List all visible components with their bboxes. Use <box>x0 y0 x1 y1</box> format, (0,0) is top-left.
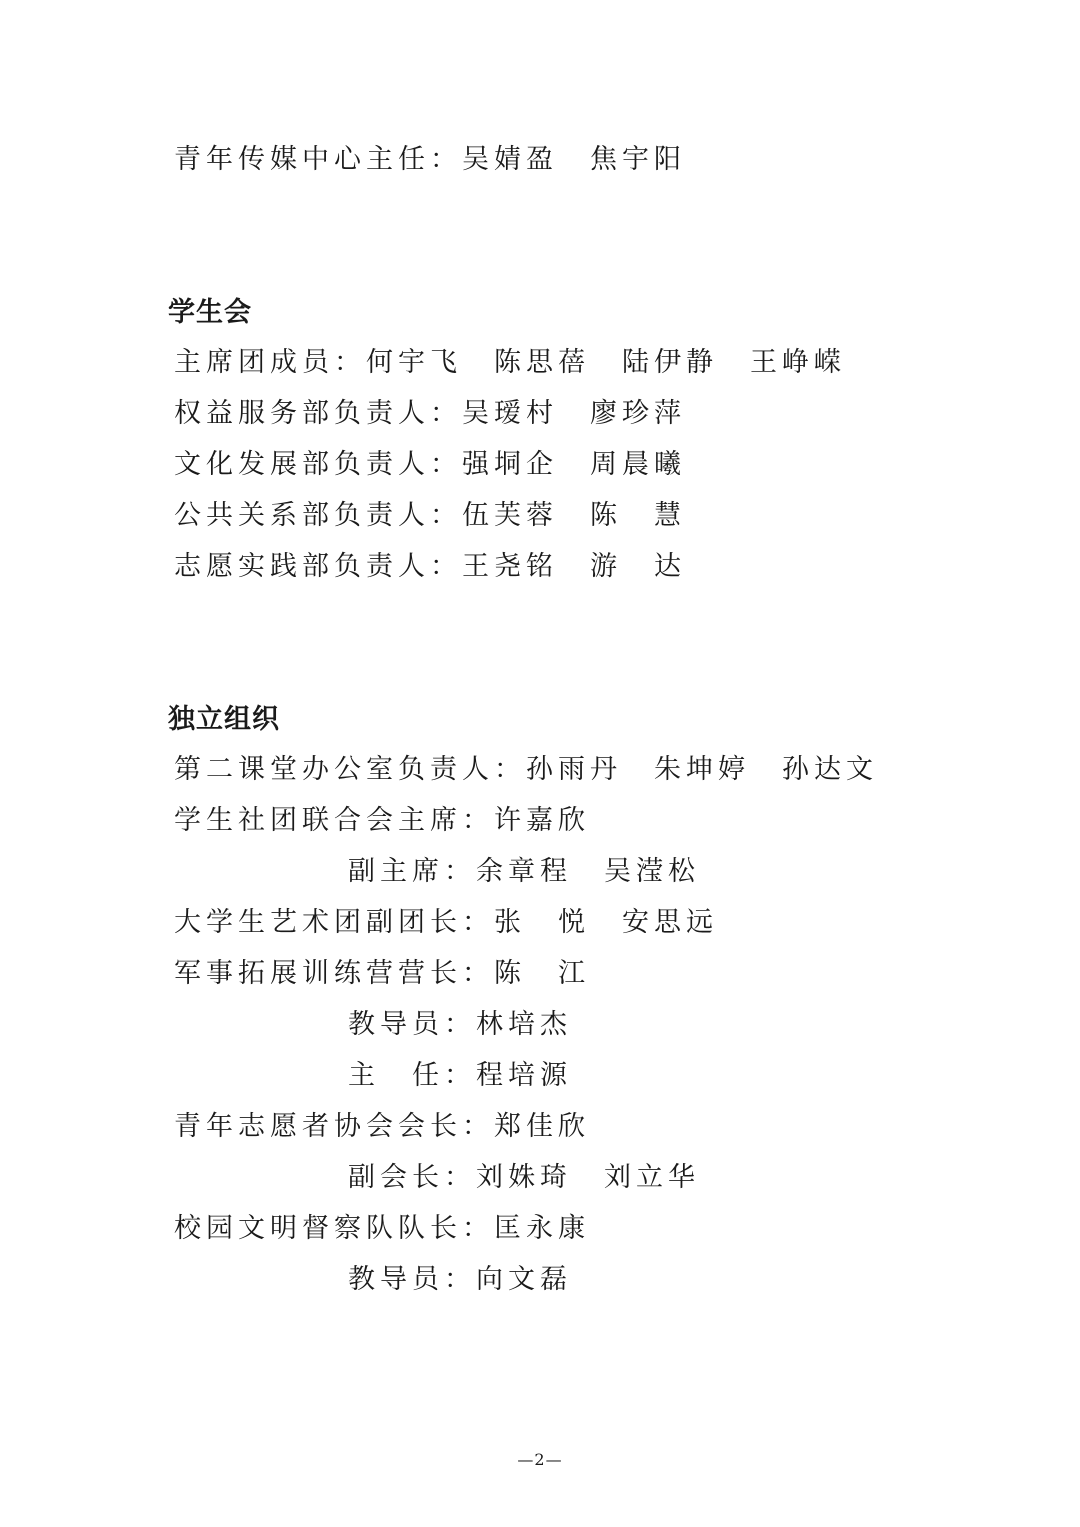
row-names: 刘姝琦 刘立华 <box>476 1162 700 1193</box>
row-label: 主席团成员： <box>174 347 366 378</box>
independent-row-campus-patrol-captain <box>174 1215 590 1242</box>
media-center-label: 青年传媒中心主任： <box>174 144 462 175</box>
student-union-row-volunteer <box>174 553 686 580</box>
independent-row-military-camp-instructor <box>348 1011 572 1038</box>
row-label: 志愿实践部负责人： <box>174 551 462 582</box>
row-label: 副主席： <box>348 856 476 887</box>
media-center-line <box>174 146 686 173</box>
row-label: 副会长： <box>348 1162 476 1193</box>
student-union-row-culture <box>174 451 686 478</box>
row-names: 何宇飞 陈思蓓 陆伊静 王峥嵘 <box>366 347 846 378</box>
row-label: 青年志愿者协会会长： <box>174 1111 494 1142</box>
student-union-row-public-relations <box>174 502 686 529</box>
row-names: 陈 江 <box>494 958 590 989</box>
row-names: 郑佳欣 <box>494 1111 590 1142</box>
independent-row-second-classroom <box>174 756 878 783</box>
row-names: 强垌企 周晨曦 <box>462 449 686 480</box>
row-names: 伍芙蓉 陈 慧 <box>462 500 686 531</box>
row-label: 校园文明督察队队长： <box>174 1213 494 1244</box>
independent-row-volunteer-assoc-vice-president <box>348 1164 700 1191</box>
independent-row-art-troupe <box>174 909 718 936</box>
row-label: 权益服务部负责人： <box>174 398 462 429</box>
row-names: 张 悦 安思远 <box>494 907 718 938</box>
row-names: 余章程 吴滢松 <box>476 856 700 887</box>
row-label: 学生社团联合会主席： <box>174 805 494 836</box>
page-number: —2— <box>517 1450 563 1469</box>
row-names: 林培杰 <box>476 1009 572 1040</box>
row-names: 程培源 <box>476 1060 572 1091</box>
independent-row-military-camp-leader <box>174 960 590 987</box>
student-union-row-presidium <box>174 349 846 376</box>
independent-row-military-camp-director <box>348 1062 572 1089</box>
row-label: 公共关系部负责人： <box>174 500 462 531</box>
row-names: 许嘉欣 <box>494 805 590 836</box>
row-label: 第二课堂办公室负责人： <box>174 754 526 785</box>
student-union-row-rights <box>174 400 686 427</box>
independent-orgs-heading: 独立组织 <box>168 704 280 735</box>
row-label: 教导员： <box>348 1009 476 1040</box>
row-label: 文化发展部负责人： <box>174 449 462 480</box>
media-center-names: 吴婧盈 焦宇阳 <box>462 144 686 175</box>
row-label: 主 任： <box>348 1060 476 1091</box>
independent-row-club-federation-chair <box>174 807 590 834</box>
independent-row-volunteer-assoc-president <box>174 1113 590 1140</box>
row-names: 王尧铭 游 达 <box>462 551 686 582</box>
independent-row-campus-patrol-instructor <box>348 1266 572 1293</box>
row-names: 孙雨丹 朱坤婷 孙达文 <box>526 754 878 785</box>
student-union-heading: 学生会 <box>168 297 252 328</box>
row-label: 军事拓展训练营营长： <box>174 958 494 989</box>
row-names: 吴瑷村 廖珍萍 <box>462 398 686 429</box>
row-label: 大学生艺术团副团长： <box>174 907 494 938</box>
row-names: 匡永康 <box>494 1213 590 1244</box>
independent-row-club-federation-vice-chair <box>348 858 700 885</box>
row-names: 向文磊 <box>476 1264 572 1295</box>
row-label: 教导员： <box>348 1264 476 1295</box>
